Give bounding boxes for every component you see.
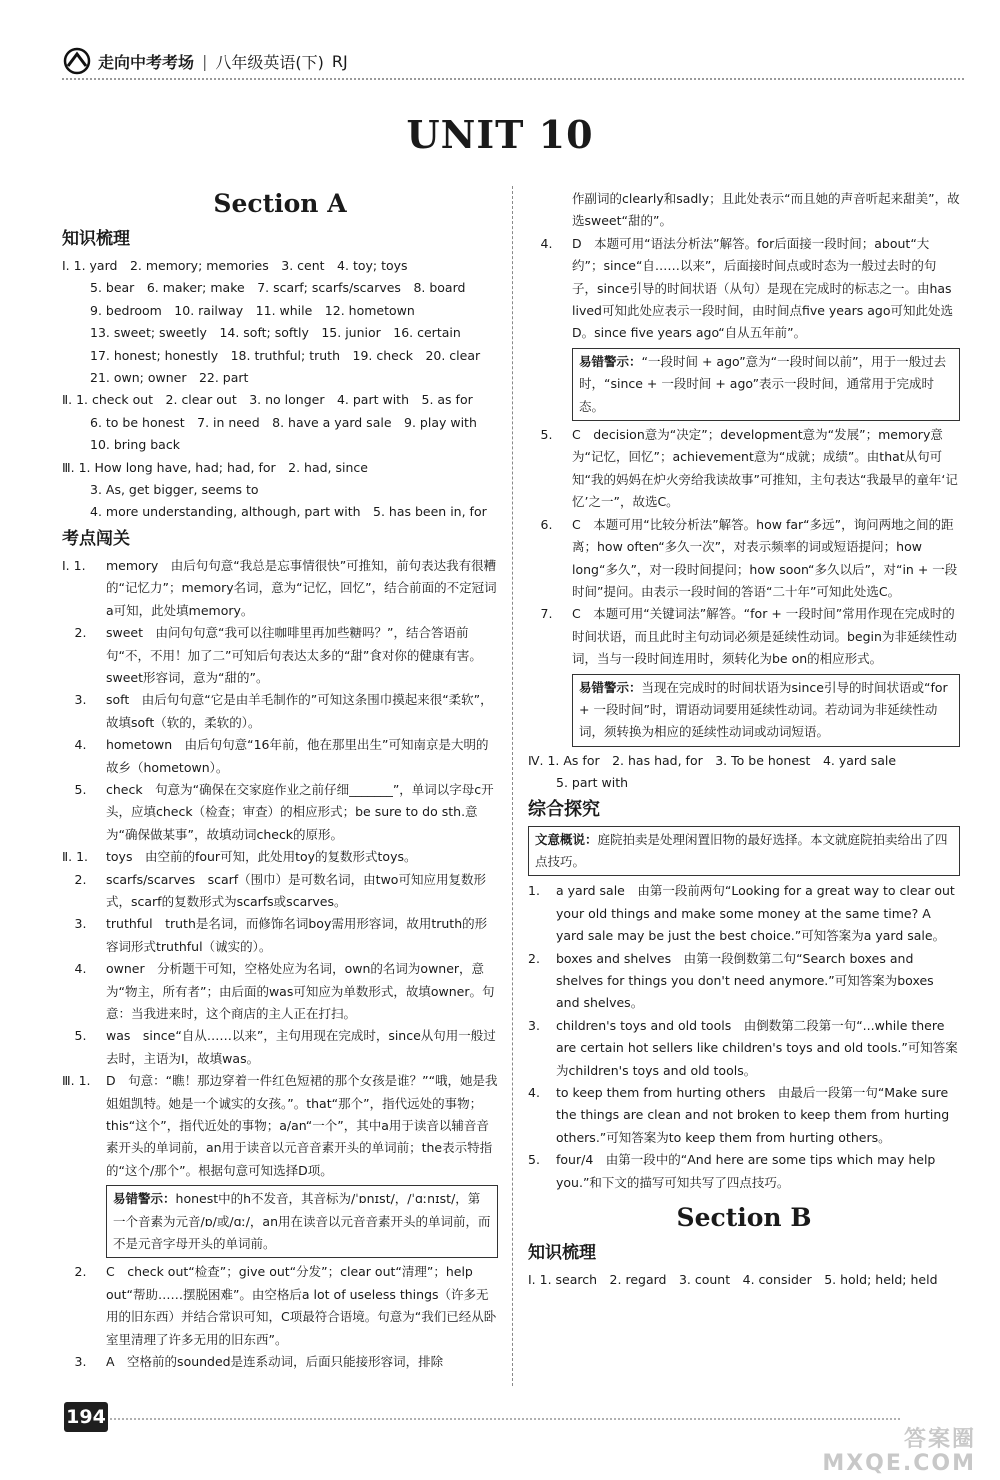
item-number: 4. [528, 235, 553, 251]
item-number: 2. [62, 625, 87, 641]
explanation-item [528, 1082, 960, 1149]
item-number: Ⅱ. 1. [62, 849, 89, 865]
item-text: C 本题可用“比较分析法”解答。how far“多远”，询问两地之间的距离；how often“多久一次”，对表示频率的词或短语提问；how long“多久”，对一段时间提问；how soon“多久以后”，对“in + 一段时间”提问。由表示一段时间的答语“二十年”可知此处选C。 [572, 516, 958, 599]
item-number: 1. [528, 883, 540, 899]
explanation-item [62, 1351, 498, 1373]
warning-text: honest中的h不发音，其音标为/ˈɒnɪst/，/ˈɑːnɪst/，第一个音素为元音/ɒ/或/ɑː/，an用在读音以元音音素开头的单词前，而不是元音字母开头的单词前。 [113, 1191, 491, 1252]
page-number: 194 [64, 1402, 108, 1432]
item-text: A 空格前的sounded是连系动词，后面只能接形容词，排除 [106, 1354, 444, 1370]
unit-title: UNIT 10 [406, 112, 594, 157]
item-text: sweet 由问句句意“我可以往咖啡里再加些糖吗？”，结合答语前句“不，不用！加了二”可知后句表达太多的“甜”食对你的健康有害。sweet形容词，意为“甜的”。 [106, 625, 482, 685]
book-title: 八年级英语(下) [215, 52, 324, 72]
item-text: memory 由后句句意“我总是忘事情很快”可推知，前句表达我有很糟的“记忆力”；memory名词，意为“记忆，回忆”，结合前面的不定冠词a可知，此处填memory。 [106, 557, 497, 618]
item-number: 3. [62, 916, 87, 932]
item-text: children's toys and old tools 由倒数第二段第一句“...while there are certain hot sellers like children's toys and old tools.”可知答案为children's toys and old tools。 [556, 1017, 958, 1078]
item-text: D 本题可用“语法分析法”解答。for后面接一段时间；about“大约”；since“自……以来”，后面接时间点或时态为一般过去时的句子，since引导的时间状语（从句）是现在完成时的标志之一。由has lived可知此处应表示一段时间，由时间点five years ago可知此处选D。since five years ago“自从五年前”。 [572, 235, 954, 341]
warning-text: 当现在完成时的时间状语为since引导的时间状语或“for + 一段时间”时，谓语动词要用延续性动词。若动词为非延续性动词，须转换为相应的延续性动词或动词短语。 [579, 679, 948, 740]
item-number: Ⅰ. 1. [62, 557, 86, 573]
knowledge-heading-b: 知识梳理 [528, 1243, 596, 1264]
item-number: 2. [528, 950, 540, 966]
section-b-title: Section B [676, 1203, 812, 1233]
continued-text: 作副词的clearly和sadly；且此处表示“而且她的声音听起来甜美”，故选sweet“甜的”。 [572, 191, 960, 229]
explanation-item [62, 779, 498, 846]
column-divider [512, 186, 513, 1386]
header-rule [62, 78, 964, 80]
item-number: 3. [62, 692, 87, 708]
item-number: 3. [62, 1354, 87, 1370]
item-text: to keep them from hurting others 由最后一段第一句“Make sure the things are clean and not broken to keep them from hurting others.”可知答案为to keep them from hurting others。 [556, 1085, 950, 1145]
answer-line: 17. honest; honestly 18. truthful; truth 19. check 20. clear [90, 347, 481, 363]
explanation-item [528, 1149, 960, 1194]
answer-line: 13. sweet; sweetly 14. soft; softly 15. junior 16. certain [90, 325, 461, 341]
item-text: C 本题可用“关键词法”解答。“for + 一段时间”常用作现在完成时的时间状语，而且此时主句动词必须是延续性动词。begin为非延续性动词，当与一段时间连用时，须转化为be on的相应形式。 [572, 606, 957, 667]
item-text: four/4 由第一段中的“And here are some tips which may help you.”和下文的描写可知共写了四点技巧。 [556, 1152, 936, 1190]
item-number: 4. [528, 1085, 540, 1101]
summary-label: 文意概说： [535, 831, 598, 847]
book-logo-icon [62, 46, 92, 76]
item-number: 7. [528, 606, 553, 622]
explanation-item [62, 958, 498, 1025]
item-number: 6. [528, 516, 553, 532]
item-text: D 句意：“瞧！那边穿着一件红色短裙的那个女孩是谁？”“哦，她是我姐姐凯特。她是一个诚实的女孩。”。that“那个”，指代远处的事物；this“这个”，指代近处的事物；a/an“一个”，其中a用于读音以辅音音素开头的单词前，an用于读音以元音音素开头的单词前；the表示特指的“这个/那个”。根据句意可知选择D项。 [106, 1073, 498, 1178]
explanation-item [528, 880, 960, 947]
explanation-item [62, 1025, 498, 1070]
explanation-item [528, 603, 960, 670]
answer-line: Ⅱ. 1. check out 2. clear out 3. no longer 4. part with 5. as for [62, 392, 473, 408]
warning-label: 易错警示： [113, 1191, 176, 1207]
item-number: 5. [62, 781, 87, 797]
item-text: toys 由空前的four可知，此处用toy的复数形式toys。 [106, 849, 417, 865]
item-number: Ⅲ. 1. [62, 1073, 91, 1089]
item-number: 4. [62, 737, 87, 753]
summary-text: 庭院拍卖是处理闲置旧物的最好选择。本文就庭院拍卖给出了四点技巧。 [535, 831, 948, 869]
explanation-item [528, 233, 960, 345]
answer-line: 21. own; owner 22. part [90, 370, 249, 386]
explanation-item [62, 1070, 498, 1182]
error-warning-box [572, 674, 960, 747]
left-column [62, 186, 498, 1390]
item-text: check 句意为“确保在交家庭作业之前仔细_______”，单词以字母c开头，应填check（检查；审查）的相应形式；be sure to do sth.意为“确保做某事”，故填动词check的原形。 [106, 781, 494, 842]
exam-points-heading: 考点闯关 [62, 528, 130, 549]
explanation-item [528, 424, 960, 514]
item-number: 2. [62, 1264, 87, 1280]
warning-label: 易错警示： [579, 353, 642, 369]
item-text: a yard sale 由第一段前两句“Looking for a great way to clear out your old things and make some money at the same time? A yard sale may be just the best choice.”可知答案为a yard sale。 [556, 883, 955, 944]
item-number: 4. [62, 961, 87, 977]
answer-line: 3. As, get bigger, seems to [90, 482, 259, 498]
item-number: 5. [528, 1152, 540, 1168]
answer-line: Ⅰ. 1. yard 2. memory; memories 3. cent 4. toy; toys [62, 258, 408, 273]
warning-label: 易错警示： [579, 679, 642, 695]
item-number: 5. [528, 427, 553, 443]
item-number: 2. [62, 871, 87, 887]
answer-line: Ⅲ. 1. How long have, had; had, for 2. had, since [62, 459, 368, 475]
item-text: C decision意为“决定”；development意为“发展”；memory意为“记忆，回忆”；achievement意为“成就；成绩”。由that从句可知“我的妈妈在炉火旁给我读故事”可推知，主句表达“我最早的童年‘记忆’之一”，故选C。 [572, 427, 958, 510]
explanation-item [528, 514, 960, 604]
knowledge-heading: 知识梳理 [62, 229, 130, 249]
explanation-item [528, 948, 960, 1015]
item-number: 3. [528, 1017, 540, 1033]
item-text: boxes and shelves 由第一段倒数第二句“Search boxes and shelves for things you don't need anymore.”可知答案为boxes and shelves。 [556, 950, 934, 1011]
explanation-item [62, 734, 498, 779]
answer-line: 4. more understanding, although, part with 5. has been in, for [90, 504, 487, 520]
answer-line: 5. part with [556, 775, 629, 791]
watermark-url: MXQE.COM [822, 1451, 976, 1476]
explanation-item [62, 555, 498, 622]
footer-rule [110, 1418, 900, 1420]
answer-line: Ⅰ. 1. search 2. regard 3. count 4. consider 5. hold; held; held [528, 1272, 938, 1288]
explanation-item [62, 689, 498, 734]
brand-name: 走向中考考场 [98, 52, 195, 72]
item-text: owner 分析题干可知，空格处应为名词，own的名词为owner，意为“物主，所有者”；由后面的was可知应为单数形式，故填owner。句意：当我进来时，这个商店的主人正在打扫。 [106, 961, 495, 1021]
answer-line: Ⅳ. 1. As for 2. has had, for 3. To be honest 4. yard sale [528, 752, 897, 768]
warning-text: “一段时间 + ago”意为“一段时间以前”，用于一般过去时，“since + 一段时间 + ago”表示一段时间，通常用于完成时态。 [579, 353, 947, 414]
item-text: hometown 由后句句意“16年前，他在那里出生”可知南京是大明的故乡（hometown）。 [106, 737, 489, 775]
passage-summary-box [528, 826, 960, 877]
watermark-logo-text: 答案圈 [903, 1427, 976, 1452]
site-watermark [822, 1428, 976, 1476]
item-text: soft 由后句句意“它是由羊毛制作的”可知这条围巾摸起来很“柔软”，故填soft（软的，柔软的）。 [106, 692, 493, 730]
header-separator: | [202, 51, 208, 71]
explanation-item [62, 869, 498, 914]
item-text: C check out“检查”；give out“分发”；clear out“清理”；help out“帮助……摆脱困难”。由空格后a lot of useless things（许多无用的旧东西）并结合常识可知，C项最符合语境。句意为“我们已经从卧室里清理了许多无用的旧东西”。 [106, 1264, 497, 1347]
explanation-item [62, 622, 498, 689]
section-a-title: Section A [213, 189, 347, 218]
edition: RJ [331, 51, 348, 71]
item-text: truthful truth是名词，而修饰名词boy需用形容词，故用truth的形容词形式truthful（诚实的）。 [106, 916, 488, 954]
explanation-item [62, 1261, 498, 1351]
error-warning-box [572, 348, 960, 421]
answer-line: 6. to be honest 7. in need 8. have a yard sale 9. play with [90, 414, 477, 430]
explanation-item [62, 846, 498, 868]
explanation-item [62, 913, 498, 958]
item-text: scarfs/scarves scarf（围巾）是可数名词，由two可知应用复数形式，scarf的复数形式为scarfs或scarves。 [106, 871, 486, 909]
answer-line: 9. bedroom 10. railway 11. while 12. hometown [90, 302, 415, 318]
item-number: 5. [62, 1028, 87, 1044]
answer-line: 10. bring back [90, 437, 180, 453]
item-text: was since“自从……以来”，主句用现在完成时，since从句用一般过去时，主语为I，故填was。 [106, 1028, 496, 1066]
running-header [62, 46, 348, 76]
comprehensive-heading: 综合探究 [528, 798, 600, 820]
error-warning-box [106, 1185, 498, 1258]
explanation-item [528, 1015, 960, 1082]
answer-line: 5. bear 6. maker; make 7. scarf; scarfs/scarves 8. board [90, 280, 466, 296]
right-column [528, 188, 960, 1390]
